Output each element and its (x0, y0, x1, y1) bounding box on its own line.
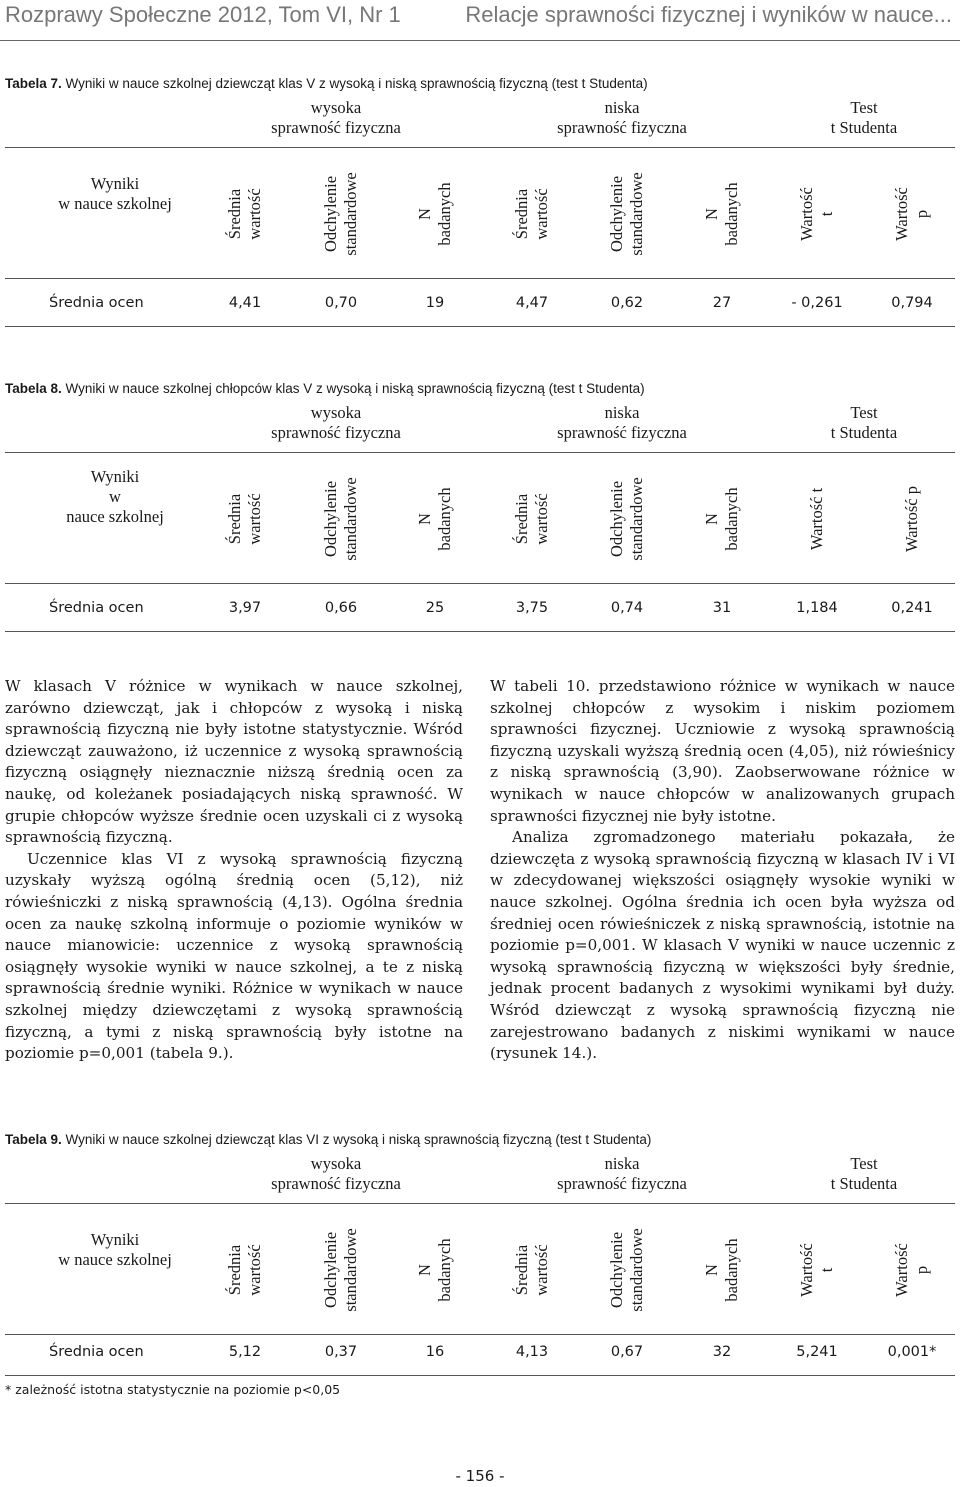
column-header-label (512, 1244, 552, 1295)
row-header-line: w nauce szkolnej (58, 1250, 172, 1269)
column-header-line: wartość (532, 1244, 551, 1296)
column-header (597, 1206, 657, 1334)
group-header-line: sprawność fizyczna (557, 423, 687, 442)
table-cell: 0,37 (324, 1344, 358, 1360)
row-header-line: nauce szkolnej (66, 507, 164, 526)
column-header-line: badanych (435, 1238, 454, 1302)
column-header-line: Wartość (892, 187, 911, 241)
column-header (502, 150, 562, 278)
table7-caption (5, 76, 648, 91)
column-header-label (225, 188, 265, 239)
column-header-line: Odchylenie (321, 480, 340, 558)
table9 (5, 1154, 955, 1379)
table-cell: 3,97 (228, 600, 262, 616)
page-number: - 156 - (455, 1467, 505, 1485)
column-header (405, 150, 465, 278)
table-cell: 27 (712, 295, 732, 311)
body-paragraph: W klasach V różnice w wynikach w nauce szkolnej, zarówno dziewcząt, jak i chłopców z wysoką i niską sprawnością fizyczną nie były istotne statystycznie. Wśród dziewcząt zauważono, iż uczennice z wysoką sprawnością fizyczną osiągnęły nieznacznie niższą średnią ocen za naukę, od koleżanek posiadających niską sprawność. W grupie chłopców wyższe średnie ocen uzyskali ci z wysoką sprawnością fizyczną. (5, 677, 463, 847)
journal-title: Rozprawy Społeczne 2012, Tom VI, Nr 1 (5, 2, 401, 27)
column-header-label (321, 172, 361, 255)
column-header-line: Wartość (797, 187, 816, 241)
table-cell: 1,184 (796, 600, 838, 616)
row-header (35, 467, 195, 527)
group-header-high (216, 98, 456, 138)
column-header-line: standardowe (627, 477, 646, 561)
table-cell: 0,74 (610, 600, 644, 616)
column-header-label (415, 1238, 455, 1301)
column-header (787, 455, 847, 583)
row-header-line: w (109, 487, 121, 506)
column-header-line: Średnia (512, 493, 531, 545)
group-header-test (744, 403, 960, 443)
group-header-line: wysoka (310, 403, 362, 422)
table-cell: 5,12 (228, 1344, 262, 1360)
group-header-line: sprawność fizyczna (271, 118, 401, 137)
body-column-left (5, 676, 463, 1065)
column-header (882, 1206, 942, 1334)
group-header-line: t Studenta (830, 423, 898, 442)
table-cell: 0,70 (324, 295, 358, 311)
row-header-line: Wyniki (90, 1230, 140, 1249)
column-header-line: Odchylenie (607, 480, 626, 558)
column-header (311, 150, 371, 278)
column-header-line: N (415, 208, 434, 220)
table9-caption-text: Wyniki w nauce szkolnej dziewcząt klas VI z wysoką i niską sprawnością fizyczną (test t Studenta) (65, 1132, 652, 1147)
column-header-label (225, 1244, 265, 1295)
column-header-line: badanych (435, 487, 454, 551)
column-header (787, 150, 847, 278)
column-header-label (797, 1243, 837, 1297)
header-rule (5, 452, 955, 453)
column-header (692, 1206, 752, 1334)
group-header-line: sprawność fizyczna (271, 423, 401, 442)
column-header (692, 150, 752, 278)
column-header-line: standardowe (341, 477, 360, 561)
column-header-line: N (415, 513, 434, 525)
column-header (787, 1206, 847, 1334)
group-header-low (502, 98, 742, 138)
column-header-label (512, 188, 552, 239)
row-label: Średnia ocen (49, 1344, 144, 1360)
body-paragraph: W tabeli 10. przedstawiono różnice w wynikach w nauce szkolnej chłopców z wysokim i niskim poziomem sprawności fizycznej. Uczniowie z wysoką sprawnością fizyczną uzyskali wyższą średnią ocen (4,05), niż rówieśnicy z niską sprawnością (3,90). Zaobserwowane różnice w wynikach w nauce chłopców w analizowanych grupach sprawności fizycznej nie były istotne. (490, 677, 955, 825)
column-header (215, 150, 275, 278)
row-label: Średnia ocen (49, 295, 144, 311)
column-header-label (607, 477, 647, 560)
column-header-label (702, 1238, 742, 1301)
header-rule (5, 1203, 955, 1204)
column-header-line: Odchylenie (321, 1231, 340, 1309)
column-header-line: wartość (245, 493, 264, 545)
column-header (882, 455, 942, 583)
column-header-line: t (817, 211, 836, 217)
column-header (405, 455, 465, 583)
table-bottom-rule (5, 326, 955, 327)
column-header-line: p (912, 1265, 931, 1275)
column-header-label (807, 488, 827, 550)
group-header-test (744, 98, 960, 138)
table-cell: 19 (425, 295, 445, 311)
column-header-line: N (702, 208, 721, 220)
column-header-line: wartość (245, 188, 264, 240)
column-header-label (607, 172, 647, 255)
column-header-label (321, 1228, 361, 1311)
group-header-line: niska (604, 403, 640, 422)
column-header (311, 1206, 371, 1334)
header-bottom-rule (5, 278, 955, 279)
table7 (5, 98, 955, 338)
column-header-label (607, 1228, 647, 1311)
column-header-label (702, 487, 742, 550)
column-header-line: N (702, 513, 721, 525)
column-header-line: badanych (722, 487, 741, 551)
column-header-line: standardowe (627, 1228, 646, 1312)
row-header (35, 1230, 195, 1270)
row-header-line: Wyniki (90, 174, 140, 193)
column-header-line: badanych (722, 182, 741, 246)
column-header-label (415, 182, 455, 245)
group-header-line: niska (604, 1154, 640, 1173)
column-header-line: Wartość (797, 1243, 816, 1297)
table8-caption-text: Wyniki w nauce szkolnej chłopców klas V z wysoką i niską sprawnością fizyczną (test t Studenta) (65, 381, 645, 396)
column-header (597, 150, 657, 278)
column-header-line: wartość (532, 188, 551, 240)
column-header-line: N (415, 1264, 434, 1276)
column-header-label (702, 182, 742, 245)
column-header-line: Średnia (225, 188, 244, 240)
table-cell: 0,794 (891, 295, 933, 311)
group-header-test (744, 1154, 960, 1194)
group-header-line: sprawność fizyczna (557, 1174, 687, 1193)
column-header-line: wartość (532, 493, 551, 545)
table8-label: Tabela 8. (5, 381, 62, 396)
column-header-label (892, 1243, 932, 1297)
row-label: Średnia ocen (49, 600, 144, 616)
header-bottom-rule (5, 1334, 955, 1335)
column-header-line: Odchylenie (607, 175, 626, 253)
table-bottom-rule (5, 1375, 955, 1376)
column-header-line: Wartość p (902, 485, 921, 553)
column-header-label (415, 487, 455, 550)
table8-caption (5, 381, 645, 396)
column-header-line: Średnia (512, 1244, 531, 1296)
column-header (215, 455, 275, 583)
group-header-line: Test (850, 98, 878, 117)
column-header-label (225, 493, 265, 544)
table-cell: 16 (425, 1344, 445, 1360)
column-header-label (321, 477, 361, 560)
column-header-label (512, 493, 552, 544)
column-header-line: standardowe (627, 172, 646, 256)
table7-label: Tabela 7. (5, 76, 62, 91)
group-header-line: wysoka (310, 1154, 362, 1173)
column-header (692, 455, 752, 583)
group-header-line: Test (850, 403, 878, 422)
table-cell: 4,13 (515, 1344, 549, 1360)
table9-caption (5, 1132, 651, 1147)
column-header-line: Średnia (225, 1244, 244, 1296)
header-bottom-rule (5, 583, 955, 584)
table-cell: 0,67 (610, 1344, 644, 1360)
header-rule (5, 147, 955, 148)
group-header-line: t Studenta (830, 118, 898, 137)
row-header-line: Wyniki (90, 467, 140, 486)
group-header-line: sprawność fizyczna (557, 118, 687, 137)
column-header (405, 1206, 465, 1334)
column-header-line: Wartość (892, 1243, 911, 1297)
body-column-right (490, 676, 955, 1065)
table8 (5, 403, 955, 643)
column-header-label (902, 486, 922, 552)
article-title: Relacje sprawności fizycznej i wyników w nauce... (465, 2, 952, 27)
column-header-line: badanych (722, 1238, 741, 1302)
column-header (502, 1206, 562, 1334)
table-cell: - 0,261 (791, 295, 843, 311)
column-header (311, 455, 371, 583)
column-header-line: Średnia (512, 188, 531, 240)
group-header-low (502, 1154, 742, 1194)
row-header (35, 174, 195, 214)
column-header-line: wartość (245, 1244, 264, 1296)
column-header-line: t (817, 1267, 836, 1273)
column-header (597, 455, 657, 583)
running-header (0, 0, 960, 41)
column-header-line: Odchylenie (607, 1231, 626, 1309)
table-cell: 25 (425, 600, 445, 616)
table-cell: 5,241 (796, 1344, 838, 1360)
group-header-high (216, 1154, 456, 1194)
column-header (882, 150, 942, 278)
column-header-line: standardowe (341, 1228, 360, 1312)
group-header-line: wysoka (310, 98, 362, 117)
group-header-low (502, 403, 742, 443)
table-cell: 31 (712, 600, 732, 616)
table-cell: 0,241 (891, 600, 933, 616)
column-header-line: p (912, 209, 931, 219)
table9-label: Tabela 9. (5, 1132, 62, 1147)
column-header-line: badanych (435, 182, 454, 246)
table-bottom-rule (5, 631, 955, 632)
table-cell: 4,47 (515, 295, 549, 311)
footnote: * zależność istotna statystycznie na poziomie p<0,05 (5, 1382, 341, 1397)
column-header-line: Odchylenie (321, 175, 340, 253)
body-paragraph: Analiza zgromadzonego materiału pokazała, że dziewczęta z wysoką sprawnością fizyczną w klasach IV i VI w zdecydowanej większości osiągnęły wysokie wyniki w nauce szkolnej. Ogólna średnia ich ocen była wyższa od średniej ocen rówieśniczek z niską sprawnością, istotnie na poziomie p=0,001. W klasach V wyniki w nauce uczennic z wysoką sprawnością fizyczną w większości były średnie, jednak procent badanych z wysokimi wynikami był duży. Wśród dziewcząt z wysoką sprawnością fizyczną nie zarejestrowano badanych z niskimi wynikami w nauce (rysunek 14.). (490, 828, 955, 1063)
group-header-line: Test (850, 1154, 878, 1173)
column-header (502, 455, 562, 583)
table-cell: 4,41 (228, 295, 262, 311)
group-header-line: sprawność fizyczna (271, 1174, 401, 1193)
table-cell: 3,75 (515, 600, 549, 616)
column-header-label (892, 187, 932, 241)
table-cell: 0,001* (887, 1344, 937, 1360)
column-header (215, 1206, 275, 1334)
group-header-line: niska (604, 98, 640, 117)
group-header-line: t Studenta (830, 1174, 898, 1193)
column-header-label (797, 187, 837, 241)
group-header-high (216, 403, 456, 443)
column-header-line: N (702, 1264, 721, 1276)
row-header-line: w nauce szkolnej (58, 194, 172, 213)
table-cell: 0,66 (324, 600, 358, 616)
table-cell: 0,62 (610, 295, 644, 311)
column-header-line: Wartość t (807, 487, 826, 551)
column-header-line: Średnia (225, 493, 244, 545)
table7-caption-text: Wyniki w nauce szkolnej dziewcząt klas V z wysoką i niską sprawnością fizyczną (test t Studenta) (65, 76, 648, 91)
body-paragraph: Uczennice klas VI z wysoką sprawnością fizyczną uzyskały wyższą ogólną średnią ocen (5,12), niż rówieśniczki z niską sprawnością (4,13). Ogólna średnia ocen za naukę szkolną informuje o poziomie wyników w nauce mianowicie: uczennice z wysoką sprawnością osiągnęły wysokie wyniki w nauce szkolnej, a te z niską sprawnością średnie wyniki. Różnice w wynikach w nauce szkolnej między dziewczętami z wysoką sprawnością fizyczną, a tymi z niską sprawnością były istotne na poziomie p=0,001 (tabela 9.). (5, 849, 463, 1063)
table-cell: 32 (712, 1344, 732, 1360)
column-header-line: standardowe (341, 172, 360, 256)
